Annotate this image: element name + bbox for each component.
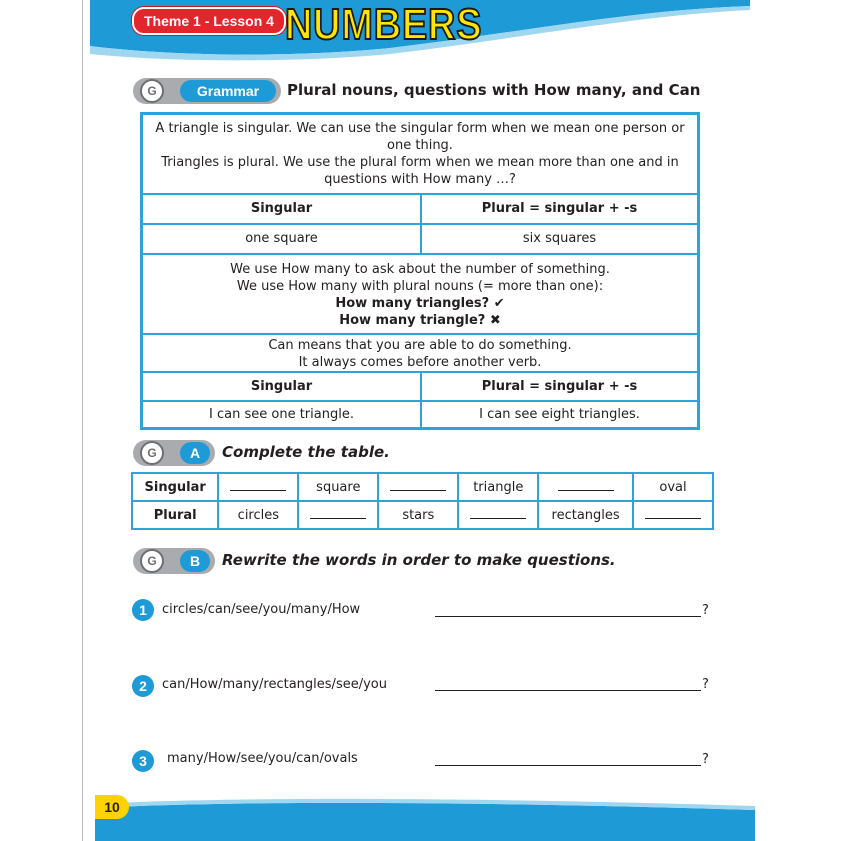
answer-blank[interactable] <box>538 473 633 501</box>
grammar-tag: Grammar <box>180 80 276 102</box>
gear-icon: G <box>140 441 164 465</box>
can-cell <box>142 334 698 372</box>
gear-icon: G <box>140 79 164 103</box>
answer-line-1[interactable] <box>435 616 701 617</box>
exercise-a-title: Complete the table. <box>222 443 390 461</box>
answer-blank[interactable] <box>298 501 378 529</box>
can-line2: It always comes before another verb. <box>298 355 542 370</box>
grammar-intro-line1: A triangle is singular. We can use the singular form when we mean one person or one thing. <box>155 121 685 153</box>
question-mark-3: ? <box>702 752 709 767</box>
table-row-singular <box>132 473 713 501</box>
can-singular-example: I can see one triangle. <box>142 401 421 428</box>
grammar-intro-line2: Triangles is plural. We use the plural form when we mean more than one and in questions with How many …? <box>161 155 679 187</box>
header2-singular: Singular <box>142 372 421 401</box>
table-cell: square <box>298 473 378 501</box>
header2-plural: Plural = singular + -s <box>421 372 698 401</box>
grammar-title: Plural nouns, questions with How many, and Can <box>287 81 701 99</box>
row-label-singular: Singular <box>132 473 218 501</box>
table-cell: rectangles <box>538 501 633 529</box>
question-mark-2: ? <box>702 677 709 692</box>
gear-icon: G <box>140 549 164 573</box>
answer-blank[interactable] <box>633 501 713 529</box>
answer-line-2[interactable] <box>435 690 701 691</box>
howmany-cell <box>142 254 698 334</box>
exercise-b-tag: B <box>180 550 210 572</box>
answer-blank[interactable] <box>218 473 298 501</box>
table-cell: oval <box>633 473 713 501</box>
header-singular: Singular <box>142 194 421 224</box>
howmany-line1: We use How many to ask about the number of something. <box>230 262 610 277</box>
question-3-text: many/How/see/you/can/ovals <box>167 751 358 766</box>
check-icon: ✔ <box>493 296 505 311</box>
grammar-table <box>140 112 700 430</box>
example-plural: six squares <box>421 224 698 254</box>
header-plural: Plural = singular + -s <box>421 194 698 224</box>
example-singular: one square <box>142 224 421 254</box>
row-label-plural: Plural <box>132 501 218 529</box>
cross-icon: ✖ <box>489 313 501 328</box>
howmany-correct: How many triangles? <box>335 296 490 311</box>
can-plural-example: I can see eight triangles. <box>421 401 698 428</box>
grammar-intro-cell <box>142 114 698 194</box>
question-number-2: 2 <box>132 675 154 697</box>
exercise-a-tag: A <box>180 442 210 464</box>
question-1-text: circles/can/see/you/many/How <box>162 602 361 617</box>
question-2-text: can/How/many/rectangles/see/you <box>162 677 387 692</box>
howmany-incorrect: How many triangle? <box>339 313 486 328</box>
question-number-3: 3 <box>132 750 154 772</box>
table-cell: stars <box>378 501 458 529</box>
theme-lesson-badge: Theme 1 - Lesson 4 <box>132 7 286 35</box>
answer-blank[interactable] <box>458 501 538 529</box>
footer-banner <box>95 796 755 841</box>
page-margin-line <box>82 0 83 841</box>
answer-blank[interactable] <box>378 473 458 501</box>
howmany-line2: We use How many with plural nouns (= more than one): <box>236 279 604 294</box>
table-cell: triangle <box>458 473 538 501</box>
complete-table <box>131 472 714 530</box>
answer-line-3[interactable] <box>435 765 701 766</box>
table-row-plural <box>132 501 713 529</box>
page-number: 10 <box>95 795 129 819</box>
exercise-b-title: Rewrite the words in order to make questions. <box>222 551 616 569</box>
can-line1: Can means that you are able to do something. <box>268 338 572 353</box>
table-cell: circles <box>218 501 298 529</box>
question-mark-1: ? <box>702 603 709 618</box>
page-title: NUMBERS <box>285 0 483 49</box>
question-number-1: 1 <box>132 599 154 621</box>
